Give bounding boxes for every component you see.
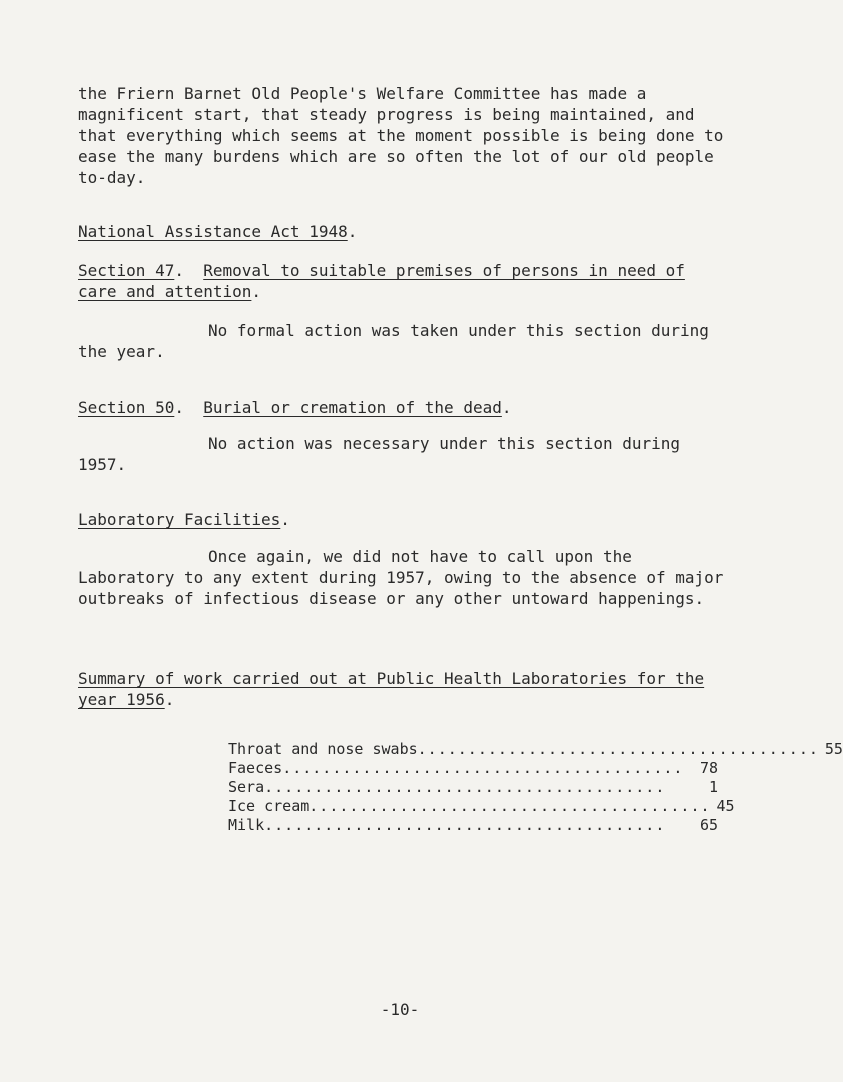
row-label: Throat and nose swabs: [228, 740, 418, 758]
row-label: Sera: [228, 778, 265, 796]
section-50-body: No action was necessary under this section during 1957.: [78, 434, 681, 474]
page-number: -10-: [380, 1000, 420, 1019]
section-50-heading: Section 50. Burial or cremation of the dead.: [78, 398, 512, 417]
section-47-title: Removal to suitable premises of persons in need of care and attention: [78, 261, 685, 301]
lab-heading-text: Laboratory Facilities: [78, 510, 281, 529]
row-value: 65: [699, 816, 718, 834]
row-value: 55: [824, 740, 843, 758]
section-47-heading: Section 47. Removal to suitable premises of persons in need of care and attention.: [78, 261, 685, 301]
row-label: Faeces: [228, 759, 283, 777]
lab-body: Once again, we did not have to call upon the Laboratory to any extent during 1957, owing to the absence of major outbreaks of infectious disease or any other untoward happenings.: [78, 547, 724, 608]
table-row: [228, 797, 735, 816]
dot-leader: ........................................: [282, 759, 684, 777]
intro-paragraph: the Friern Barnet Old People's Welfare Committee has made a magnificent start, that steady progress is being maintained, and that everything which seems at the moment possible is being done to ease the many burdens which are so often the lot of our old people to-day.: [78, 84, 724, 187]
dot-leader: ........................................: [264, 778, 666, 796]
row-value: 78: [699, 759, 718, 777]
table-row: [228, 740, 843, 759]
section-50-title: Burial or cremation of the dead: [203, 398, 502, 417]
summary-heading-text: Summary of work carried out at Public Health Laboratories for the year 1956: [78, 669, 705, 709]
summary-heading: Summary of work carried out at Public Health Laboratories for the year 1956.: [78, 669, 705, 709]
table-row: [228, 816, 718, 835]
dot-leader: ........................................: [264, 816, 666, 834]
row-value: 1: [708, 778, 718, 796]
dot-leader: ........................................: [309, 797, 711, 815]
lab-heading: Laboratory Facilities.: [78, 510, 290, 529]
dot-leader: ........................................: [417, 740, 819, 758]
row-label: Milk: [228, 816, 265, 834]
row-label: Ice cream: [228, 797, 310, 815]
row-value: 45: [716, 797, 735, 815]
section-47-label: Section 47: [78, 261, 175, 280]
section-47-body: No formal action was taken under this section during the year.: [78, 321, 709, 361]
act-heading: National Assistance Act 1948.: [78, 222, 358, 241]
table-row: [228, 759, 718, 778]
act-heading-text: National Assistance Act 1948: [78, 222, 348, 241]
section-50-label: Section 50: [78, 398, 175, 417]
summary-table: [228, 740, 843, 835]
table-row: [228, 778, 718, 797]
